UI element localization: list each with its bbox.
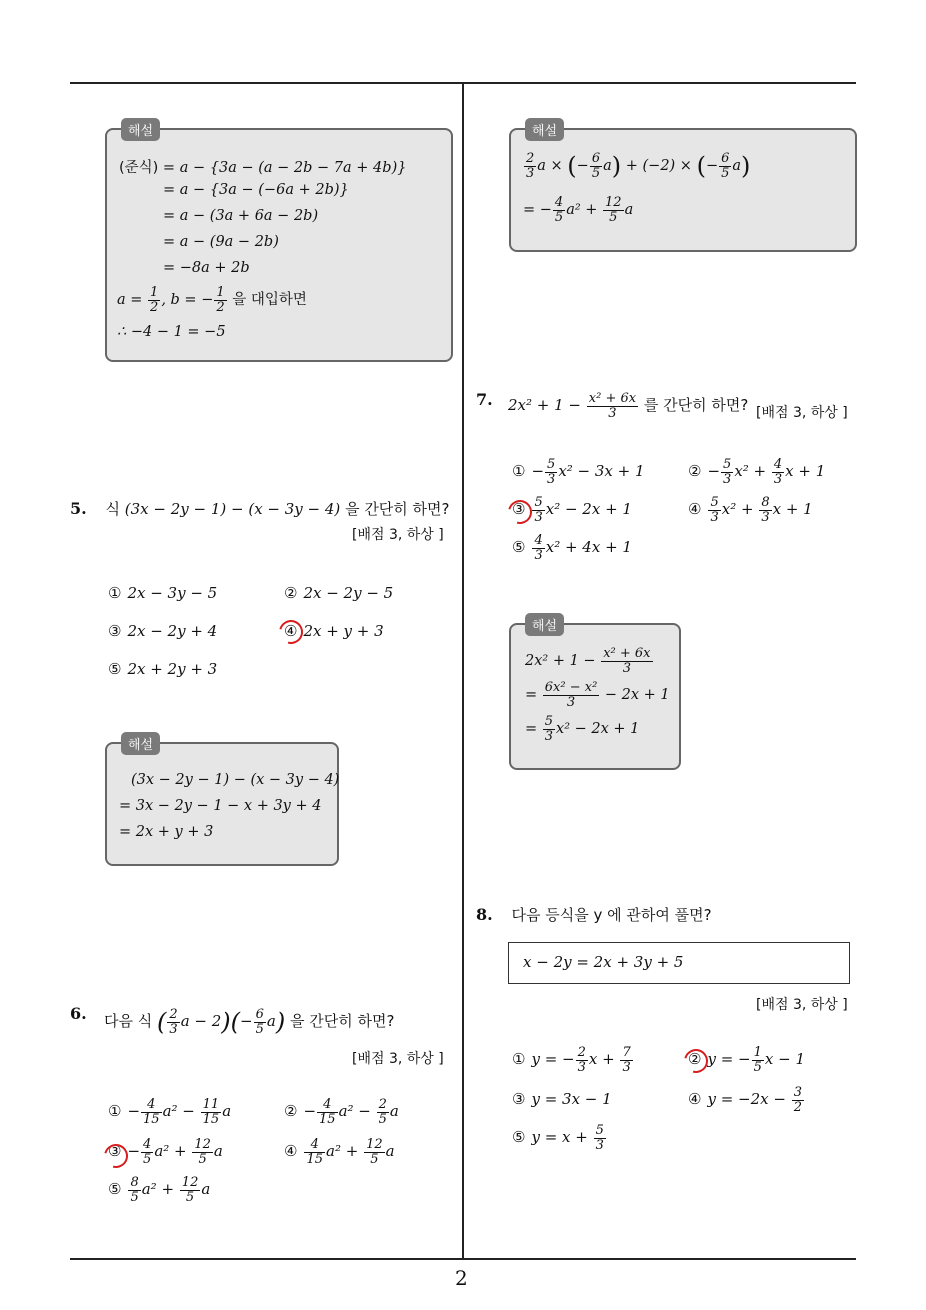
solution-tag: 해설 [121, 118, 160, 141]
q5-option-1[interactable]: ① 2x − 3y − 5 [108, 584, 218, 602]
q5-sol-line-3: = 2x + y + 3 [119, 824, 214, 840]
q6-solution-box [509, 124, 857, 252]
q7-option-3[interactable]: ③ $\frac{5}{3}$ x² − 2x + 1 [512, 495, 632, 525]
q8-number: 8. [476, 905, 493, 924]
q6-sol-line-1: $\frac{2}{3}$ a × (− $\frac{6}{5}$ a) + (−2) × (− $\frac{6}{5}$ a) [526, 151, 751, 181]
q8-option-1[interactable]: ① y = − $\frac{2}{3}$ x + $\frac{7}{3}$ [512, 1045, 631, 1075]
q7-option-4[interactable]: ④ $\frac{5}{3}$ x² + $\frac{8}{3}$ x + 1 [688, 495, 813, 525]
q8-option-3[interactable]: ③ y = 3x − 1 [512, 1090, 612, 1108]
q8-option-4[interactable]: ④ y = −2x − $\frac{3}{2}$ [688, 1085, 802, 1115]
q5-answer-mark [275, 616, 308, 649]
q8-equation-box [508, 942, 850, 984]
q4-sol-line-6: a = $\frac{1}{2}$ , b = − $\frac{1}{2}$ 을 대입하면 [117, 285, 307, 315]
q4-sol-line-3: = a − (3a + 6a − 2b) [163, 208, 319, 224]
q6-option-1[interactable]: ① − $\frac{4}{15}$ a² − $\frac{11}{15}$ a [108, 1097, 232, 1127]
q5-option-3[interactable]: ③ 2x − 2y + 4 [108, 622, 218, 640]
q6-score: [배점 3, 하상 ] [352, 1051, 444, 1067]
solution-tag: 해설 [525, 118, 564, 141]
q4-sol-line-7: ∴ −4 − 1 = −5 [117, 324, 226, 340]
q7-option-5[interactable]: ⑤ $\frac{4}{3}$ x² + 4x + 1 [512, 533, 632, 563]
q8-option-2[interactable]: ② y = − $\frac{1}{5}$ x − 1 [688, 1045, 805, 1075]
bottom-rule [70, 1258, 856, 1260]
q7-sol-line-3: = $\frac{5}{3}$ x² − 2x + 1 [525, 714, 640, 744]
solution-tag: 해설 [525, 613, 564, 636]
q6-option-3[interactable]: ③ − $\frac{4}{5}$ a² + $\frac{12}{5}$ a [108, 1137, 223, 1167]
q6-option-5[interactable]: ⑤ $\frac{8}{5}$ a² + $\frac{12}{5}$ a [108, 1175, 211, 1205]
q7-number: 7. [476, 390, 493, 409]
q7-solution-box [509, 619, 681, 770]
q4-sol-line-5: = −8a + 2b [163, 260, 250, 276]
q5-sol-line-1: (3x − 2y − 1) − (x − 3y − 4) [131, 772, 340, 788]
q7-sol-line-1: 2x² + 1 − $\frac{\text{x² + 6x}}{3}$ [525, 646, 651, 676]
q7-option-2[interactable]: ② − $\frac{5}{3}$ x² + $\frac{4}{3}$ x + 1 [688, 457, 826, 487]
q6-number: 6. [70, 1004, 87, 1023]
q6-option-2[interactable]: ② − $\frac{4}{15}$ a² − $\frac{2}{5}$ a [284, 1097, 399, 1127]
q5-sol-line-2: = 3x − 2y − 1 − x + 3y + 4 [119, 798, 322, 814]
q8-option-5[interactable]: ⑤ y = x + $\frac{5}{3}$ [512, 1123, 604, 1153]
q5-option-5[interactable]: ⑤ 2x + 2y + 3 [108, 660, 218, 678]
q4-sol-line-4: = a − (9a − 2b) [163, 234, 279, 250]
q6-question [70, 1004, 87, 1023]
q7-option-1[interactable]: ① − $\frac{5}{3}$ x² − 3x + 1 [512, 457, 645, 487]
solution-tag: 해설 [121, 732, 160, 755]
q6-sol-line-2: = − $\frac{4}{5}$ a² + $\frac{12}{5}$ a [523, 195, 634, 225]
q5-option-2[interactable]: ② 2x − 2y − 5 [284, 584, 394, 602]
q8-equation: x − 2y = 2x + 3y + 5 [523, 953, 684, 971]
q5-solution-box [105, 738, 340, 866]
page-number: 2 [455, 1266, 468, 1290]
q7-sol-line-2: = $\frac{\text{6x² − x²}}{3}$ − 2x + 1 [525, 680, 670, 710]
q4-solution-box [105, 124, 453, 362]
column-divider [462, 82, 464, 1260]
q5-option-4[interactable]: ④ 2x + y + 3 [284, 622, 384, 640]
q6-question-text: 다음 식 ( $\frac{2}{3}$ a − 2)(− $\frac{6}{5}$ a) 을 간단히 하면? [104, 1007, 395, 1037]
q8-score: [배점 3, 하상 ] [756, 997, 848, 1013]
q5-number: 5. [70, 499, 87, 518]
q6-option-4[interactable]: ④ $\frac{4}{15}$ a² + $\frac{12}{5}$ a [284, 1137, 395, 1167]
q8-question: 8. 다음 등식을 y 에 관하여 풀면? [476, 905, 712, 924]
q4-sol-line-1: (준식) = a − {3a − (a − 2b − 7a + 4b)} [119, 160, 407, 176]
q7-question: 2x² + 1 − $\frac{\text{x² + 6x}}{3}$ 를 간단히 하면? [508, 391, 749, 421]
q7-number-wrap [476, 390, 493, 409]
q5-question: 5. 식 (3x − 2y − 1) − (x − 3y − 4) 을 간단히 하면? [70, 499, 450, 518]
q5-score: [배점 3, 하상 ] [352, 527, 444, 543]
q7-score: [배점 3, 하상 ] [756, 405, 848, 421]
q4-sol-line-2: = a − {3a − (−6a + 2b)} [163, 182, 349, 198]
